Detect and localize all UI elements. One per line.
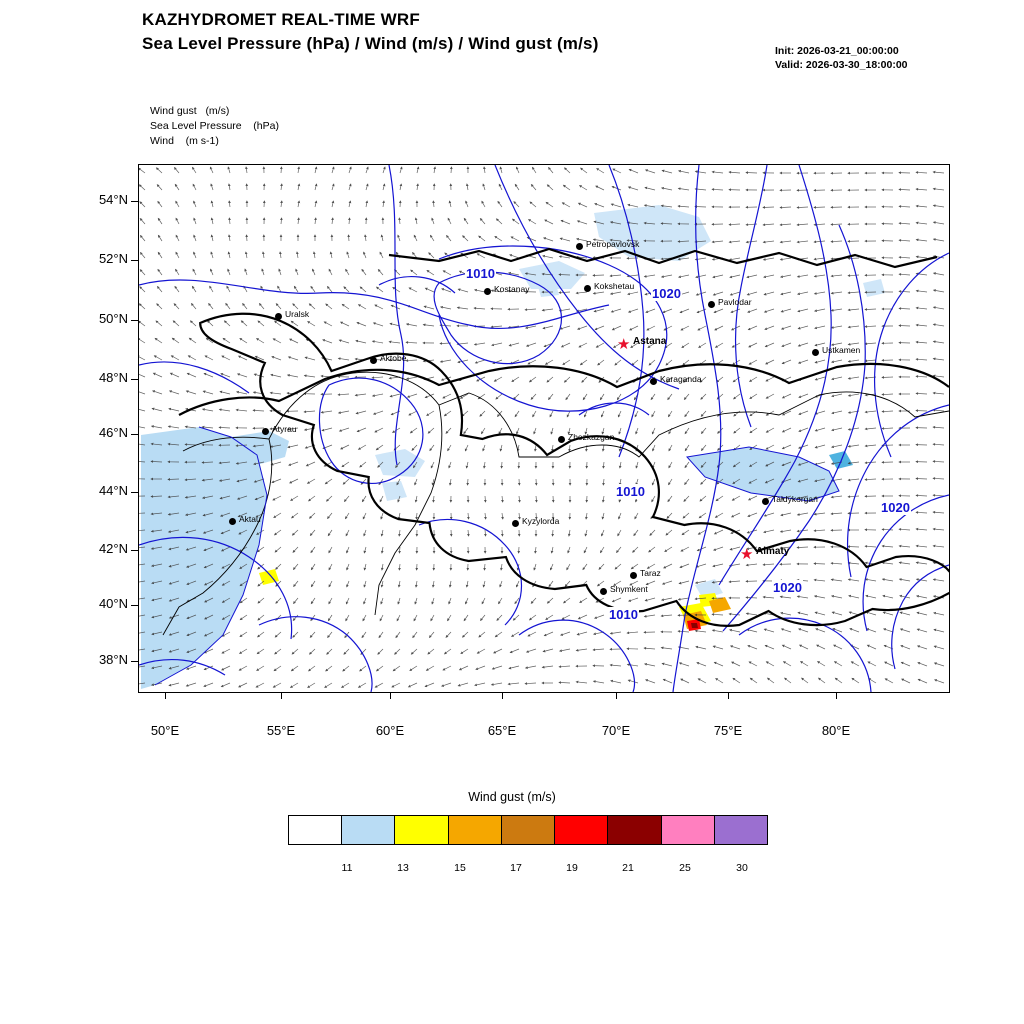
colorbar-tick: 30 (736, 862, 748, 874)
lat-label-42: 42°N (98, 541, 128, 556)
lon-label-55: 55°E (266, 723, 296, 738)
city-marker (558, 436, 565, 443)
capital-star-icon: ★ (740, 546, 754, 563)
isobar-label: 1020 (652, 286, 681, 301)
variable-item-gust: Wind gust (m/s) (150, 105, 230, 117)
run-time-block (775, 44, 908, 72)
isobar-label: 1010 (466, 266, 495, 281)
city-marker (600, 588, 607, 595)
lon-label-60: 60°E (375, 723, 405, 738)
city-marker (484, 288, 491, 295)
colorbar-swatch-4 (502, 816, 555, 844)
city-label: Aktobe (380, 353, 407, 363)
init-time: Init: 2026-03-21_00:00:00 (775, 45, 899, 57)
colorbar-swatch-2 (395, 816, 448, 844)
capital-star-icon: ★ (617, 336, 631, 353)
city-marker (275, 313, 282, 320)
city-label: Uralsk (285, 309, 310, 319)
isobar-label: 1010 (609, 607, 638, 622)
city-label: Taldykorgan (772, 494, 818, 504)
lat-label-52: 52°N (98, 251, 128, 266)
city-marker (512, 520, 519, 527)
variable-item-wind: Wind (m s-1) (150, 135, 219, 148)
wind-vector-field (139, 167, 944, 688)
colorbar (288, 815, 768, 845)
lat-label-50: 50°N (98, 311, 128, 326)
colorbar-tick: 15 (454, 862, 466, 874)
city-marker (262, 428, 269, 435)
lat-label-44: 44°N (98, 483, 128, 498)
lon-label-80: 80°E (821, 723, 851, 738)
lon-label-65: 65°E (487, 723, 517, 738)
colorbar-swatch-7 (662, 816, 715, 844)
valid-time: Valid: 2026-03-30_18:00:00 (775, 59, 908, 72)
capital-label: Astana (633, 336, 667, 347)
lat-label-48: 48°N (98, 370, 128, 385)
colorbar-tick: 17 (510, 862, 522, 874)
variable-item-slp: Sea Level Pressure (hPa) (150, 120, 279, 133)
city-label: Shymkent (610, 584, 648, 594)
city-label: Taraz (640, 568, 661, 578)
isobar-label: 1010 (616, 484, 645, 499)
city-label: Zhezkazgan (568, 432, 615, 442)
city-marker (650, 378, 657, 385)
city-label: Ustkamen (822, 345, 861, 355)
lat-label-46: 46°N (98, 425, 128, 440)
city-label: Aktau (239, 514, 261, 524)
isobar-lines (139, 165, 949, 692)
map-svg (139, 165, 949, 692)
city-label: Karaganda (660, 374, 702, 384)
colorbar-tick: 19 (566, 862, 578, 874)
lat-label-40: 40°N (98, 596, 128, 611)
colorbar-swatch-6 (608, 816, 661, 844)
colorbar-ticks (288, 862, 768, 878)
lon-label-50: 50°E (150, 723, 180, 738)
city-marker (630, 572, 637, 579)
city-marker (576, 243, 583, 250)
city-marker (584, 285, 591, 292)
page-subtitle: Sea Level Pressure (hPa) / Wind (m/s) / Wind gust (m/s) (142, 34, 599, 53)
city-marker (229, 518, 236, 525)
city-marker (762, 498, 769, 505)
city-label: Atyrau (272, 424, 297, 434)
colorbar-title: Wind gust (m/s) (468, 790, 556, 804)
city-label: Petropavlovsk (586, 239, 640, 249)
page-title: KAZHYDROMET REAL-TIME WRF (142, 10, 420, 29)
isobar-label: 1020 (881, 500, 910, 515)
title-block (142, 10, 599, 54)
capital-label: Almaty (756, 546, 790, 557)
lon-label-75: 75°E (713, 723, 743, 738)
colorbar-swatch-5 (555, 816, 608, 844)
city-label: Kyzylorda (522, 516, 560, 526)
weather-map[interactable] (138, 164, 950, 693)
colorbar-swatch-1 (342, 816, 395, 844)
city-label: Kokshetau (594, 281, 635, 291)
city-label: Pavlodar (718, 297, 752, 307)
isobar-label: 1020 (773, 580, 802, 595)
variable-list (150, 104, 279, 150)
colorbar-swatch-3 (449, 816, 502, 844)
city-label: Kostanay (494, 284, 530, 294)
lon-label-70: 70°E (601, 723, 631, 738)
colorbar-swatch-0 (289, 816, 342, 844)
colorbar-tick: 11 (341, 862, 353, 874)
colorbar-tick: 21 (622, 862, 634, 874)
city-marker (812, 349, 819, 356)
admin-borders (163, 372, 949, 635)
colorbar-tick: 25 (679, 862, 691, 874)
city-marker (370, 357, 377, 364)
city-marker (708, 301, 715, 308)
lat-label-54: 54°N (98, 192, 128, 207)
lat-label-38: 38°N (98, 652, 128, 667)
colorbar-tick: 13 (397, 862, 409, 874)
colorbar-swatch-8 (715, 816, 767, 844)
